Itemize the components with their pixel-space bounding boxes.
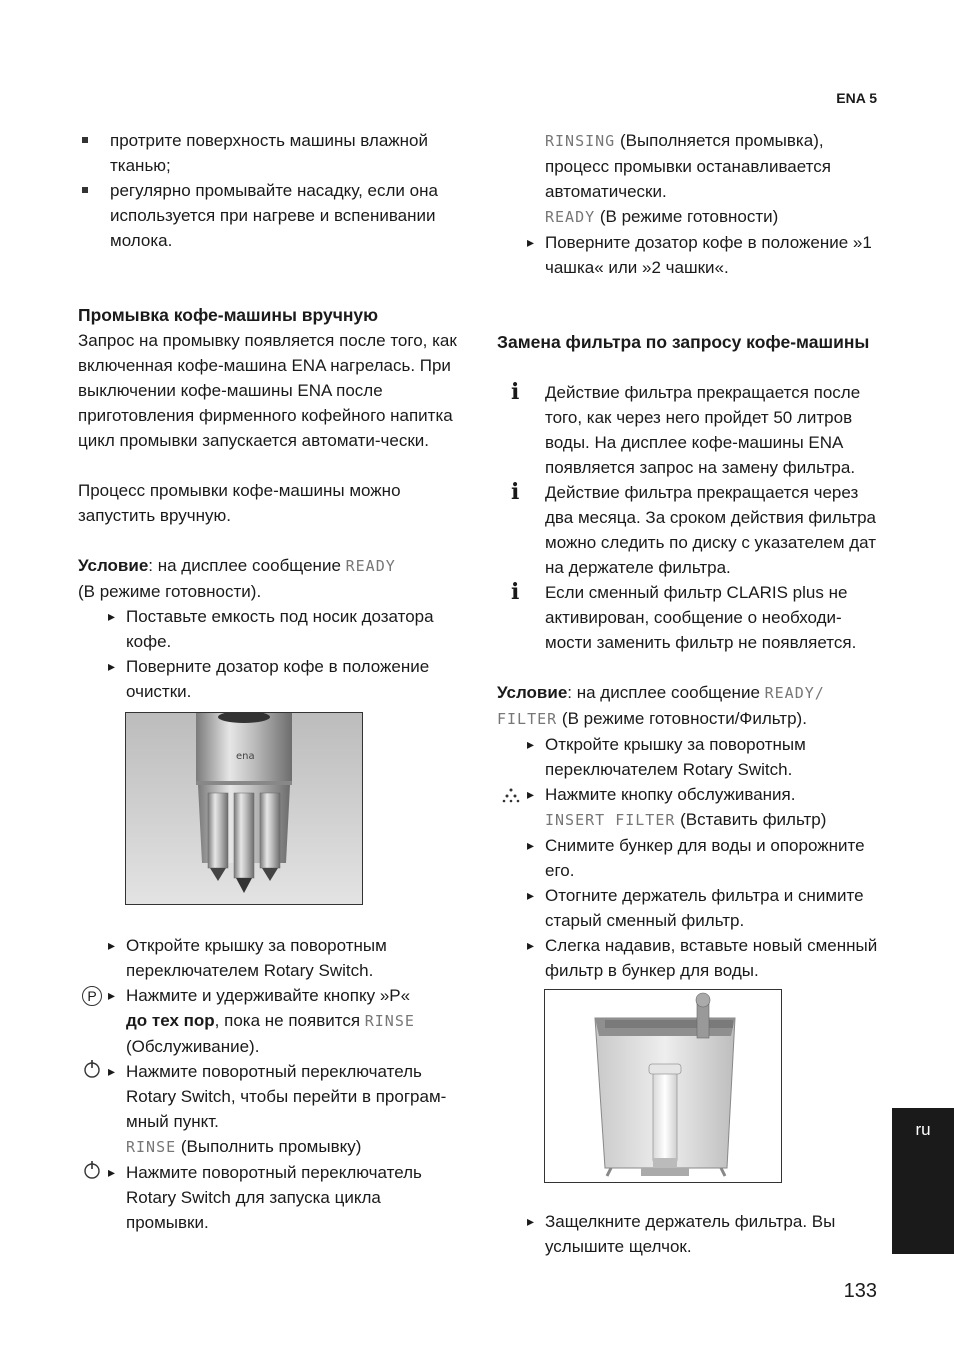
step-text: (Выполнить промывку): [176, 1137, 362, 1156]
step-item: ▸ Нажмите и удерживайте кнопку »P«: [78, 983, 468, 1008]
condition-text: : на дисплее сообщение: [148, 556, 346, 575]
lcd-text: INSERT FILTER: [545, 811, 676, 829]
model-name: ENA 5: [836, 90, 877, 106]
step-text: , пока не появится: [214, 1011, 365, 1030]
lcd-text: RINSE: [126, 1138, 177, 1156]
lcd-text: READY/: [764, 684, 825, 702]
lcd-text: RINSING: [545, 132, 616, 150]
right-column: [497, 128, 887, 1259]
page-number: 133: [843, 1280, 877, 1302]
condition-text: (В режиме готовности/Фильтр).: [557, 709, 807, 728]
left-column: [78, 128, 468, 1235]
step-item: ▸ Слегка надавив, вставьте новый сменный фильтр в бункер для воды.: [497, 933, 887, 983]
step-item: ▸ Поставьте емкость под носик дозатора кофе.: [78, 604, 468, 654]
ena-logo: ena: [236, 751, 255, 762]
condition-text-2: (В режиме готовности).: [78, 582, 262, 601]
info-text: Действие фильтра прекращается через два месяца. За сроком действия фильтра можно следить по диску с указателем дат на держателе фильтра.: [545, 483, 877, 577]
step-item: ▸ Нажмите поворотный переключатель Rotary Switch, чтобы перейти в програм-мный пункт.: [78, 1059, 468, 1134]
section-title-filter: Замена фильтра по запросу кофе-машины: [497, 332, 870, 352]
info-note: [497, 580, 887, 655]
water-tank-illustration: [545, 990, 781, 1182]
step-item: ▸ Отогните держатель фильтра и снимите старый сменный фильтр.: [497, 883, 887, 933]
step-text: (Вставить фильтр): [675, 810, 827, 829]
result-text-body: (В режиме готовности): [595, 207, 779, 226]
language-tab-label: ru: [915, 1120, 931, 1139]
lcd-text: RINSE: [364, 1012, 415, 1030]
info-icon: i: [511, 479, 520, 505]
step-item-continued: (Обслуживание).: [126, 1037, 260, 1056]
step-result: [78, 1134, 468, 1160]
step-item: ▸ Нажмите поворотный переключатель Rotary Switch для запуска цикла промывки.: [78, 1160, 468, 1235]
info-text: Действие фильтра прекращается после того, как через него пройдет 50 литров воды. На дисплее кофе-машины ENA появляется запрос на замену фильтра.: [545, 383, 861, 477]
bullet-item: протрите поверхность машины влажной тканью;: [78, 128, 468, 178]
step-item: ▸ Защелкните держатель фильтра. Вы услышите щелчок.: [497, 1209, 887, 1259]
result-text: [497, 204, 887, 230]
info-text: Если сменный фильтр CLARIS plus не активирован, сообщение о необходи-мости заменить фильтр не появляется.: [545, 583, 857, 652]
result-text-body: (Выполняется промывка), процесс промывки останавливается автоматически.: [545, 131, 831, 201]
info-icon: i: [511, 579, 520, 605]
bullet-item: регулярно промывайте насадку, если она используется при нагреве и вспенивании молока.: [78, 178, 468, 253]
water-tank-figure: [544, 989, 782, 1183]
info-note: [497, 380, 887, 480]
step-item: ▸ Поверните дозатор кофе в положение очистки.: [78, 654, 468, 704]
section-title-manual-rinse: Промывка кофе-машины вручную: [78, 305, 379, 325]
info-note: [497, 480, 887, 580]
result-text: [497, 128, 887, 204]
step-item: ▸ Снимите бункер для воды и опорожните его.: [497, 833, 887, 883]
lcd-text: READY: [545, 208, 596, 226]
step-item: ▸ Откройте крышку за поворотным переключателем Rotary Switch.: [78, 933, 468, 983]
step-item-continued: [78, 1008, 468, 1034]
bold-text: до тех пор: [126, 1011, 215, 1030]
step-item: ▸ Откройте крышку за поворотным переключателем Rotary Switch.: [497, 732, 887, 782]
condition-label: Условие: [497, 683, 568, 702]
step-item: ▸ Нажмите кнопку обслуживания.: [497, 782, 887, 807]
condition-text: : на дисплее сообщение: [567, 683, 765, 702]
coffee-spout-figure: [125, 712, 363, 905]
condition-line: [78, 553, 468, 579]
language-tab: [892, 1108, 954, 1254]
condition-label: Условие: [78, 556, 149, 575]
condition-line: [497, 680, 887, 706]
condition-line-2: [497, 706, 887, 732]
lcd-text: READY: [345, 557, 396, 575]
step-item: ▸ Поверните дозатор кофе в положение »1 чашка« или »2 чашки«.: [497, 230, 887, 280]
paragraph: Запрос на промывку появляется после того, как включенная кофе-машина ENA нагрелась. При выключении кофе-машины ENA после приготовления фирменного кофейного напитка цикл промывки запускается автомати-чески.: [78, 331, 457, 450]
info-icon: i: [511, 379, 520, 405]
coffee-spout-illustration: [126, 713, 362, 904]
lcd-text: FILTER: [497, 710, 558, 728]
paragraph: Процесс промывки кофе-машины можно запустить вручную.: [78, 481, 401, 525]
p-button-icon: P: [78, 983, 106, 1008]
step-result: [497, 807, 887, 833]
